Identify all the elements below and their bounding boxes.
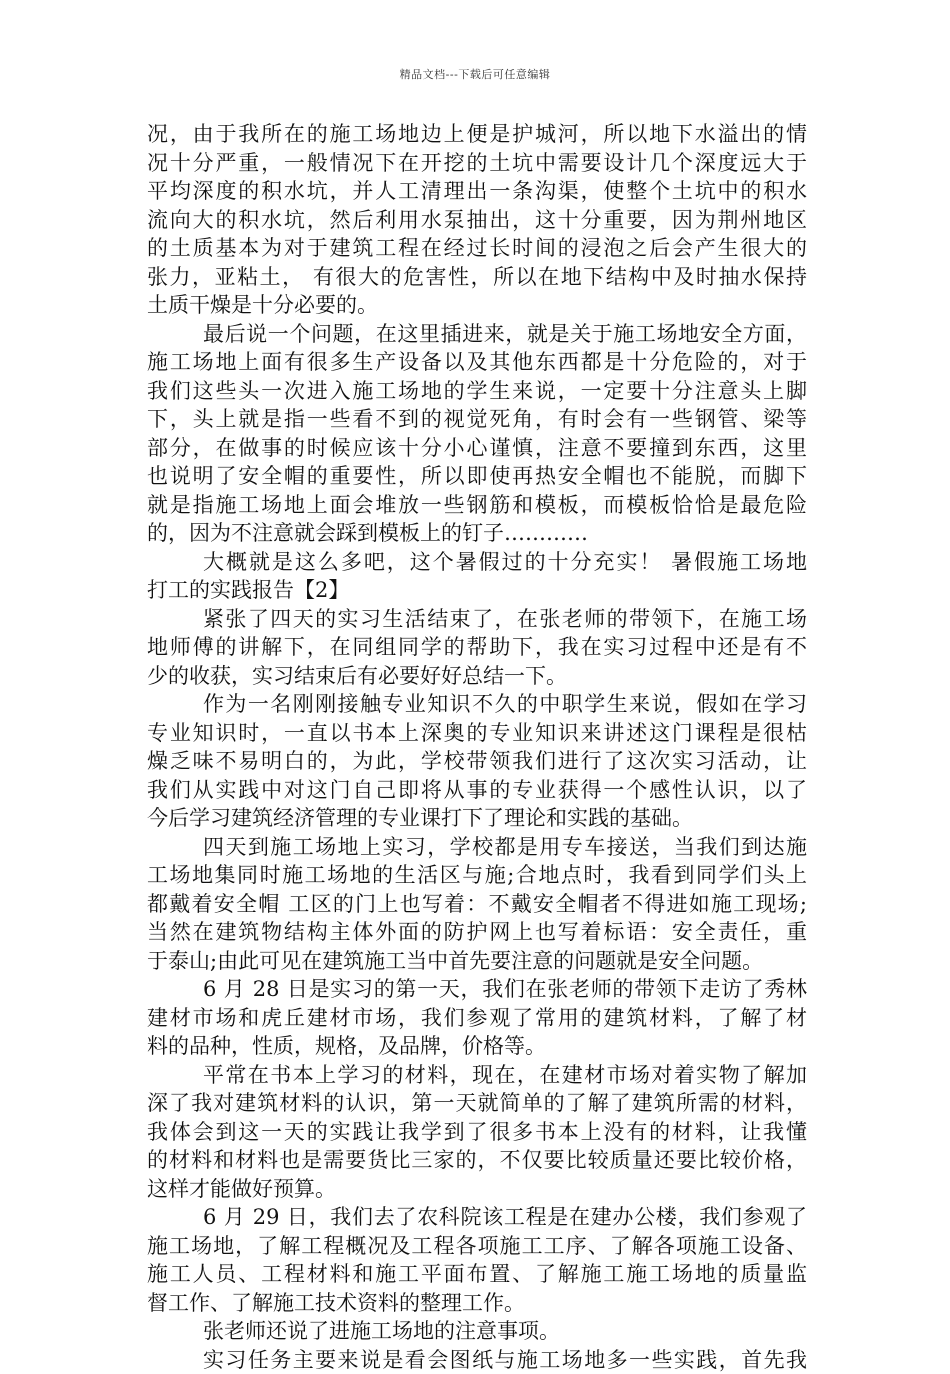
text-line: 深了我对建筑材料的认识，第一天就简单的了解了建筑所需的材料， xyxy=(147,1089,807,1118)
text-line: 施工场地，了解工程概况及工程各项施工工序、了解各项施工设备、 xyxy=(147,1232,807,1261)
text-line: 四天到施工场地上实习，学校都是用专车接送，当我们到达施 xyxy=(147,833,807,862)
text-line: 平均深度的积水坑，并人工清理出一条沟渠，使整个土坑中的积水 xyxy=(147,177,807,206)
text-line: 少的收获，实习结束后有必要好好总结一下。 xyxy=(147,662,807,691)
text-line: 专业知识时，一直以书本上深奥的专业知识来讲述这门课程是很枯 xyxy=(147,719,807,748)
text-line: 当然在建筑物结构主体外面的防护网上也写着标语：安全责任，重 xyxy=(147,918,807,947)
text-line: 况，由于我所在的施工场地边上便是护城河，所以地下水溢出的情 xyxy=(147,120,807,149)
text-line: 流向大的积水坑，然后利用水泵抽出，这十分重要，因为荆州地区 xyxy=(147,206,807,235)
text-line: 6 月 29 日，我们去了农科院该工程是在建办公楼，我们参观了 xyxy=(147,1203,807,1232)
text-line: 6 月 28 日是实习的第一天，我们在张老师的带领下走访了秀林 xyxy=(147,975,807,1004)
text-line: 况十分严重，一般情况下在开挖的土坑中需要设计几个深度远大于 xyxy=(147,149,807,178)
text-line: 大概就是这么多吧，这个暑假过的十分充实！ 暑假施工场地 xyxy=(147,548,807,577)
text-line: 紧张了四天的实习生活结束了，在张老师的带领下，在施工场 xyxy=(147,605,807,634)
text-line: 我们这些头一次进入施工场地的学生来说，一定要十分注意头上脚 xyxy=(147,377,807,406)
text-line: 就是指施工场地上面会堆放一些钢筋和模板，而模板恰恰是最危险 xyxy=(147,491,807,520)
text-line: 的，因为不注意就会踩到模板上的钉子………… xyxy=(147,519,807,548)
text-line: 施工人员、工程材料和施工平面布置、了解施工施工场地的质量监 xyxy=(147,1260,807,1289)
text-line: 我们从实践中对这门自己即将从事的专业获得一个感性认识，以了 xyxy=(147,776,807,805)
text-line: 我体会到这一天的实践让我学到了很多书本上没有的材料，让我懂 xyxy=(147,1118,807,1147)
text-line: 料的品种，性质，规格，及品牌，价格等。 xyxy=(147,1032,807,1061)
text-line: 最后说一个问题，在这里插进来，就是关于施工场地安全方面， xyxy=(147,320,807,349)
text-line: 张力，亚粘土， 有很大的危害性，所以在地下结构中及时抽水保持 xyxy=(147,263,807,292)
text-line: 平常在书本上学习的材料，现在，在建材市场对着实物了解加 xyxy=(147,1061,807,1090)
text-line: 土质干燥是十分必要的。 xyxy=(147,291,807,320)
text-line: 的土质基本为对于建筑工程在经过长时间的浸泡之后会产生很大的 xyxy=(147,234,807,263)
text-line: 施工场地上面有很多生产设备以及其他东西都是十分危险的，对于 xyxy=(147,348,807,377)
text-line: 督工作、了解施工技术资料的整理工作。 xyxy=(147,1289,807,1318)
text-line: 工场地集同时施工场地的生活区与施;合地点时，我看到同学们头上 xyxy=(147,861,807,890)
text-line: 于泰山;由此可见在建筑施工当中首先要注意的问题就是安全问题。 xyxy=(147,947,807,976)
page-header: 精品文档---下载后可任意编辑 xyxy=(0,66,950,82)
text-line: 实习任务主要来说是看会图纸与施工场地多一些实践，首先我 xyxy=(147,1346,807,1374)
text-line: 建材市场和虎丘建材市场，我们参观了常用的建筑材料，了解了材 xyxy=(147,1004,807,1033)
text-line: 作为一名刚刚接触专业知识不久的中职学生来说，假如在学习 xyxy=(147,690,807,719)
text-line: 这样才能做好预算。 xyxy=(147,1175,807,1204)
text-line: 的材料和材料也是需要货比三家的，不仅要比较质量还要比较价格， xyxy=(147,1146,807,1175)
document-body xyxy=(147,120,807,1374)
text-line: 也说明了安全帽的重要性，所以即使再热安全帽也不能脱，而脚下 xyxy=(147,462,807,491)
text-line: 部分，在做事的时候应该十分小心谨慎，注意不要撞到东西，这里 xyxy=(147,434,807,463)
text-line: 下，头上就是指一些看不到的视觉死角，有时会有一些钢管、梁等 xyxy=(147,405,807,434)
text-line: 打工的实践报告【2】 xyxy=(147,576,807,605)
text-line: 都戴着安全帽 工区的门上也写着：不戴安全帽者不得进如施工现场; xyxy=(147,890,807,919)
text-line: 今后学习建筑经济管理的专业课打下了理论和实践的基础。 xyxy=(147,804,807,833)
text-line: 燥乏味不易明白的，为此，学校带领我们进行了这次实习活动，让 xyxy=(147,747,807,776)
text-line: 张老师还说了进施工场地的注意事项。 xyxy=(147,1317,807,1346)
text-line: 地师傅的讲解下，在同组同学的帮助下，我在实习过程中还是有不 xyxy=(147,633,807,662)
